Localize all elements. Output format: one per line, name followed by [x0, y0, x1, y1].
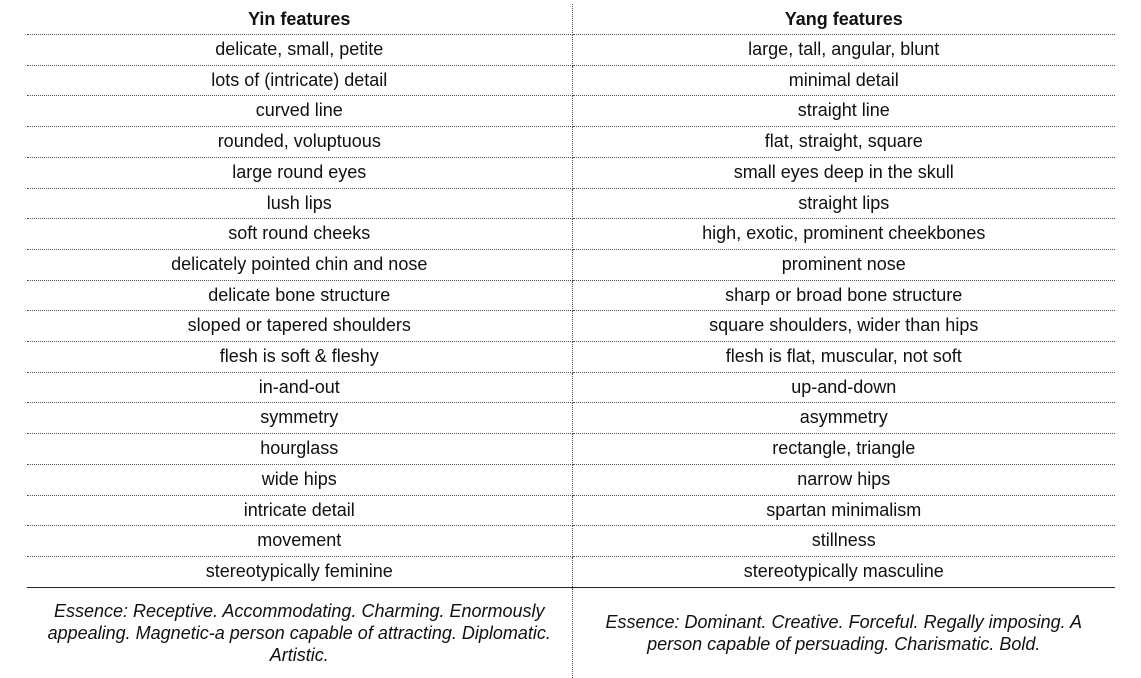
yin-yang-features-table-container: [27, 4, 1115, 678]
yin-cell: delicate bone structure: [27, 280, 572, 311]
table-header-row: [27, 4, 1115, 35]
yin-cell: sloped or tapered shoulders: [27, 311, 572, 342]
yin-cell: rounded, voluptuous: [27, 127, 572, 158]
table-row: [27, 495, 1115, 526]
table-row: [27, 65, 1115, 96]
yin-cell: curved line: [27, 96, 572, 127]
yang-cell: large, tall, angular, blunt: [572, 35, 1115, 66]
table-row: [27, 249, 1115, 280]
yang-cell: straight lips: [572, 188, 1115, 219]
table-row: [27, 372, 1115, 403]
yang-cell: asymmetry: [572, 403, 1115, 434]
yang-cell: rectangle, triangle: [572, 434, 1115, 465]
yang-cell: high, exotic, prominent cheekbones: [572, 219, 1115, 250]
yin-cell: intricate detail: [27, 495, 572, 526]
yin-cell: lots of (intricate) detail: [27, 65, 572, 96]
yin-cell: large round eyes: [27, 157, 572, 188]
table-row: [27, 96, 1115, 127]
table-row: [27, 526, 1115, 557]
yang-cell: up-and-down: [572, 372, 1115, 403]
yang-cell: stillness: [572, 526, 1115, 557]
table-row: [27, 342, 1115, 373]
table-row: [27, 556, 1115, 587]
table-row: [27, 280, 1115, 311]
yang-column-header: Yang features: [572, 4, 1115, 35]
yang-cell: square shoulders, wider than hips: [572, 311, 1115, 342]
table-row: [27, 311, 1115, 342]
yin-yang-features-table: [27, 4, 1115, 678]
yin-cell: soft round cheeks: [27, 219, 572, 250]
yang-cell: flat, straight, square: [572, 127, 1115, 158]
table-row: [27, 127, 1115, 158]
yin-essence: Essence: Receptive. Accommodating. Charming. Enormously appealing. Magnetic-a person capable of attracting. Diplomatic. Artistic.: [27, 587, 572, 678]
table-row: [27, 35, 1115, 66]
table-row: [27, 434, 1115, 465]
yang-cell: minimal detail: [572, 65, 1115, 96]
yin-cell: delicately pointed chin and nose: [27, 249, 572, 280]
table-row: [27, 157, 1115, 188]
yin-cell: hourglass: [27, 434, 572, 465]
yin-cell: delicate, small, petite: [27, 35, 572, 66]
yang-cell: narrow hips: [572, 464, 1115, 495]
yin-cell: flesh is soft & fleshy: [27, 342, 572, 373]
yang-cell: stereotypically masculine: [572, 556, 1115, 587]
yin-column-header: Yin features: [27, 4, 572, 35]
yin-cell: symmetry: [27, 403, 572, 434]
yin-cell: lush lips: [27, 188, 572, 219]
yin-cell: wide hips: [27, 464, 572, 495]
yang-cell: sharp or broad bone structure: [572, 280, 1115, 311]
yang-cell: prominent nose: [572, 249, 1115, 280]
table-row: [27, 188, 1115, 219]
yang-cell: straight line: [572, 96, 1115, 127]
yin-cell: stereotypically feminine: [27, 556, 572, 587]
essence-row: [27, 587, 1115, 678]
table-row: [27, 219, 1115, 250]
yang-essence: Essence: Dominant. Creative. Forceful. Regally imposing. A person capable of persuading. Charismatic. Bold.: [605, 611, 1083, 654]
table-row: [27, 403, 1115, 434]
yang-cell: small eyes deep in the skull: [572, 157, 1115, 188]
table-row: [27, 464, 1115, 495]
yang-cell: spartan minimalism: [572, 495, 1115, 526]
yang-cell: flesh is flat, muscular, not soft: [572, 342, 1115, 373]
yin-cell: movement: [27, 526, 572, 557]
yin-cell: in-and-out: [27, 372, 572, 403]
